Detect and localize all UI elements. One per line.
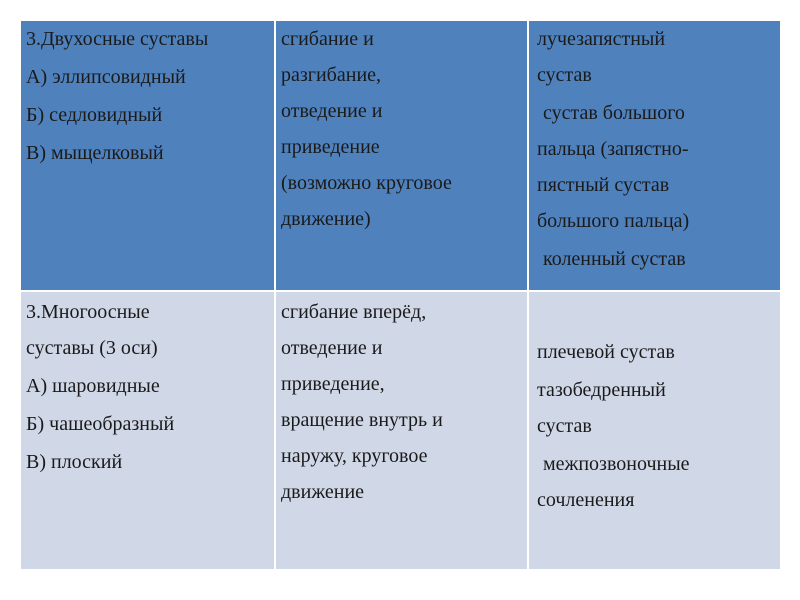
- example-text: лучезапястный: [537, 28, 666, 50]
- cell-examples: [528, 21, 780, 291]
- example-text: сочленения: [537, 489, 635, 511]
- joint-type-option: В) мыщелковый: [26, 142, 164, 164]
- joint-type-option: А) эллипсовидный: [26, 66, 186, 88]
- movement-text: (возможно круговое: [281, 172, 452, 194]
- movement-text: движение): [281, 208, 371, 230]
- joint-type-title: суставы (3 оси): [26, 337, 158, 359]
- movement-text: отведение и: [281, 100, 383, 122]
- example-text: большого пальца): [537, 210, 690, 232]
- example-text: пальца (запястно-: [537, 138, 689, 160]
- example-text: тазобедренный: [537, 379, 666, 401]
- example-text: межпозвоночные: [543, 453, 690, 475]
- movement-text: разгибание,: [281, 64, 382, 86]
- joint-type-option: А) шаровидные: [26, 375, 160, 397]
- joint-type-title: 3.Многоосные: [26, 301, 150, 323]
- movement-text: отведение и: [281, 337, 383, 359]
- cell-movements: [275, 291, 528, 570]
- cell-joint-type: [21, 291, 275, 570]
- cell-examples: [528, 291, 780, 570]
- movement-text: сгибание и: [281, 28, 374, 50]
- movement-text: движение: [281, 481, 365, 503]
- example-text: плечевой сустав: [537, 341, 675, 363]
- joint-type-option: В) плоский: [26, 451, 123, 473]
- joint-type-option: Б) чашеобразный: [26, 413, 175, 435]
- joints-table: [21, 21, 780, 571]
- examples-block: [537, 295, 776, 517]
- table-row-multiaxial: [21, 291, 780, 570]
- joint-type-option: Б) седловидный: [26, 104, 163, 126]
- example-text: сустав большого: [543, 102, 685, 124]
- movement-text: приведение: [281, 136, 380, 158]
- example-text: пястный сустав: [537, 174, 670, 196]
- cell-joint-type: [21, 21, 275, 291]
- joint-type-title: 3.Двухосные суставы: [26, 28, 209, 50]
- cell-movements: [275, 21, 528, 291]
- movement-text: сгибание вперёд,: [281, 301, 427, 323]
- movement-text: приведение,: [281, 373, 385, 395]
- table-row-biaxial: [21, 21, 780, 291]
- example-text: сустав: [537, 415, 592, 437]
- movement-text: наружу, круговое: [281, 445, 428, 467]
- example-text: сустав: [537, 64, 592, 86]
- movement-text: вращение внутрь и: [281, 409, 443, 431]
- example-text: коленный сустав: [543, 248, 686, 270]
